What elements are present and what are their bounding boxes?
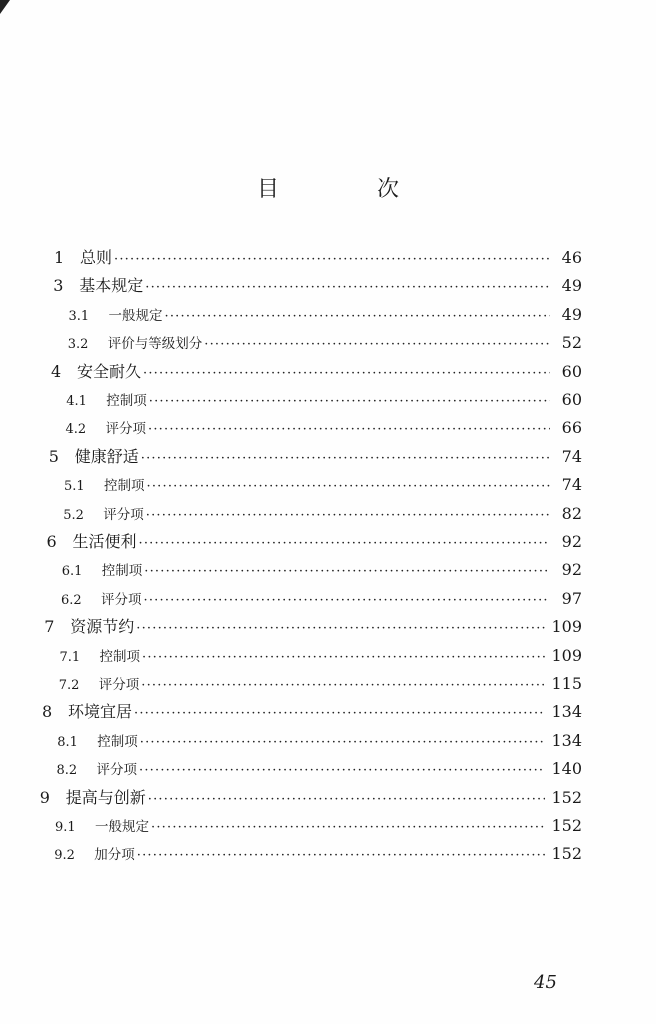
toc-entry-title: 评分项 — [101, 591, 142, 608]
dot-leader — [136, 615, 545, 643]
dot-leader — [149, 388, 550, 416]
toc-entry-title: 评分项 — [96, 762, 137, 779]
toc-entry-number: 1 — [54, 248, 65, 267]
toc-section-entry — [55, 812, 582, 840]
toc-chapter-entry — [49, 443, 582, 471]
dot-leader — [139, 757, 545, 785]
toc-chapter-entry — [40, 784, 582, 812]
toc-entry-title: 控制项 — [104, 478, 145, 495]
dot-leader — [147, 473, 551, 501]
toc-entry-number: 8.1 — [57, 734, 78, 750]
toc-entry-title: 提高与创新 — [65, 787, 146, 807]
toc-entry-number: 6.1 — [61, 564, 83, 580]
toc-entry-title: 一般规定 — [108, 307, 163, 324]
dot-leader — [144, 587, 551, 615]
toc-entry-number: 9.2 — [54, 848, 75, 864]
toc-entry-number: 4 — [51, 361, 62, 381]
toc-section-entry — [57, 727, 582, 755]
toc-entry-title: 控制项 — [101, 563, 143, 580]
dot-leader — [137, 842, 546, 870]
toc-entry-page: 109 — [551, 617, 582, 637]
toc-entry-title: 一般规定 — [95, 819, 149, 835]
toc-section-entry — [66, 386, 582, 414]
toc-entry-page: 140 — [551, 759, 582, 779]
toc-section-entry — [66, 414, 583, 442]
toc-entry-title: 环境宜居 — [68, 702, 133, 722]
dot-leader — [143, 360, 550, 388]
toc-entry-number: 6 — [46, 532, 57, 551]
toc-entry-page: 152 — [551, 787, 582, 807]
toc-entry-page: 66 — [561, 418, 582, 438]
toc-entry-page: 115 — [551, 674, 582, 693]
dot-leader — [165, 303, 551, 331]
toc-entry-title: 健康舒适 — [74, 446, 139, 466]
toc-entry-title: 资源节约 — [70, 617, 135, 637]
toc-section-entry — [69, 301, 583, 329]
dot-leader — [151, 814, 545, 842]
toc-entry-number: 7.1 — [59, 649, 81, 665]
toc-entry-number: 3 — [53, 276, 64, 296]
toc-entry-page: 46 — [561, 248, 582, 267]
toc-section-entry — [61, 585, 582, 613]
toc-entry-number: 8.2 — [56, 763, 78, 779]
dot-leader — [204, 331, 550, 359]
toc-entry-page: 60 — [561, 361, 582, 381]
dot-leader — [142, 644, 545, 672]
toc-entry-number: 5.1 — [64, 479, 85, 495]
page-title: 目 次 — [256, 177, 437, 202]
toc-entry-number: 5.2 — [63, 507, 84, 523]
toc-entry-title: 控制项 — [106, 393, 147, 409]
toc-chapter-entry — [53, 272, 582, 300]
toc-entry-title: 总则 — [80, 248, 113, 267]
toc-entry-title: 评分项 — [105, 421, 146, 438]
toc-chapter-entry — [54, 244, 582, 272]
toc-entry-title: 基本规定 — [79, 276, 144, 296]
dot-leader — [148, 416, 550, 444]
toc-entry-page: 60 — [561, 390, 582, 409]
toc-section-entry — [64, 471, 582, 499]
toc-entry-number: 3.2 — [67, 337, 89, 353]
dot-leader — [146, 502, 550, 530]
dot-leader — [145, 274, 550, 302]
toc-entry-number: 4.1 — [66, 394, 87, 409]
toc-entry-number: 4.2 — [65, 422, 87, 438]
toc-entry-number: 9.1 — [55, 820, 76, 835]
toc-section-entry — [57, 755, 583, 783]
toc-entry-page: 97 — [561, 588, 582, 608]
toc-entry-title: 安全耐久 — [77, 361, 142, 381]
toc-entry-number: 8 — [42, 702, 53, 722]
toc-entry-page: 152 — [551, 816, 582, 835]
dot-leader — [140, 729, 546, 757]
toc-entry-number: 5 — [48, 446, 59, 466]
toc-entry-number: 7 — [44, 617, 55, 637]
toc-section-entry — [54, 840, 582, 868]
dot-leader — [134, 700, 545, 728]
toc-entry-page: 152 — [551, 844, 582, 864]
page-number: 45 — [534, 972, 557, 993]
toc-entry-page: 92 — [561, 560, 582, 580]
toc-entry-number: 9 — [39, 787, 50, 807]
toc-entry-title: 评价与等级划分 — [107, 336, 203, 353]
toc-entry-page: 109 — [551, 645, 582, 665]
dot-leader — [114, 246, 550, 274]
toc-entry-title: 加分项 — [94, 847, 135, 864]
dot-leader — [141, 445, 550, 473]
toc-entry-title: 控制项 — [97, 733, 138, 750]
toc-chapter-entry — [44, 613, 582, 641]
toc-entry-number: 3.1 — [68, 308, 90, 324]
dot-leader — [141, 672, 545, 700]
toc-entry-title: 生活便利 — [72, 532, 137, 551]
toc-chapter-entry — [51, 358, 582, 386]
scan-corner-mark — [0, 0, 10, 14]
toc-entry-page: 134 — [551, 730, 582, 750]
toc-entry-page: 134 — [551, 702, 582, 722]
toc-entry-title: 评分项 — [103, 506, 144, 523]
toc-section-entry — [63, 500, 582, 528]
dot-leader — [144, 558, 550, 586]
toc-entry-page: 49 — [561, 304, 582, 324]
toc-entry-page: 74 — [561, 446, 582, 466]
toc-entry-title: 控制项 — [99, 648, 140, 665]
toc-entry-page: 92 — [561, 532, 582, 551]
toc-chapter-entry — [42, 698, 582, 726]
toc-entry-number: 6.2 — [61, 592, 82, 608]
toc-entry-title: 评分项 — [98, 677, 140, 693]
toc-entry-page: 52 — [561, 333, 582, 353]
toc-entry-page: 74 — [561, 475, 582, 495]
toc-chapter-entry — [47, 528, 583, 556]
toc-section-entry — [59, 670, 582, 698]
dot-leader — [148, 786, 546, 814]
toc-entry-page: 82 — [561, 503, 582, 523]
toc-entry-number: 7.2 — [58, 678, 80, 693]
dot-leader — [139, 530, 550, 558]
toc-entry-page: 49 — [561, 276, 582, 296]
toc-section-entry — [68, 329, 582, 357]
toc-section-entry — [62, 556, 582, 584]
toc-section-entry — [60, 642, 583, 670]
